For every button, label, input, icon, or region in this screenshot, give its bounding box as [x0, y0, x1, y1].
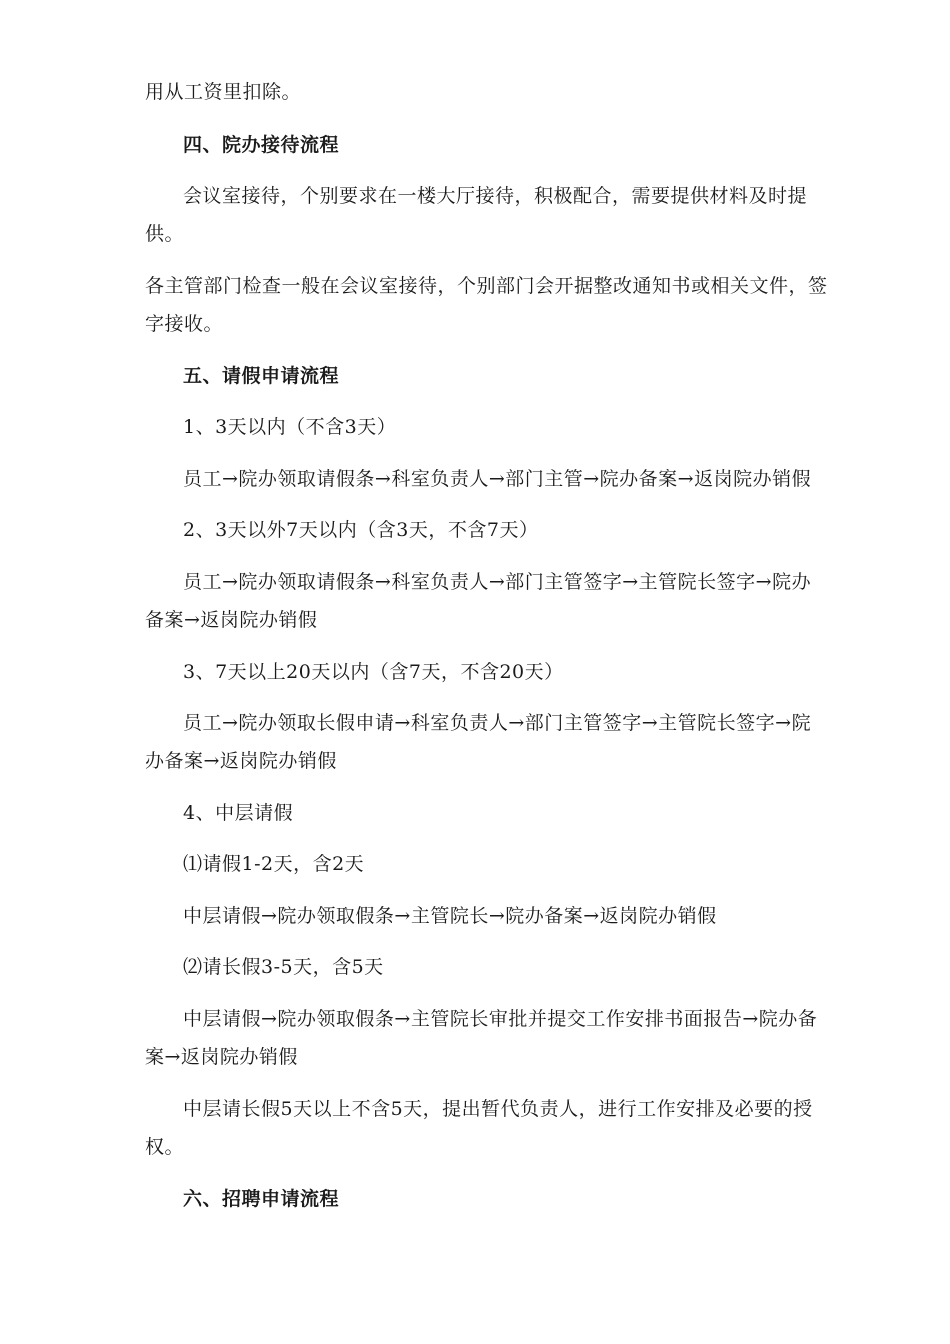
sub-item-heading: ⑵请长假3-5天，含5天 — [183, 956, 384, 978]
list-item-heading: 1、3天以内（不含3天） — [183, 416, 397, 438]
section-heading-reception: 四、院办接待流程 — [183, 134, 340, 156]
paragraph-line: 用从工资里扣除。 — [145, 81, 302, 103]
process-flow-line: 员工→院办领取请假条→科室负责人→部门主管签字→主管院长签字→院办 — [183, 571, 812, 593]
sub-item-heading: ⑴请假1-2天，含2天 — [183, 853, 365, 875]
section-heading-recruitment: 六、招聘申请流程 — [183, 1188, 340, 1210]
paragraph-line: 各主管部门检查一般在会议室接待，个别部门会开据整改通知书或相关文件，签 — [145, 275, 828, 297]
process-flow-line: 员工→院办领取请假条→科室负责人→部门主管→院办备案→返岗院办销假 — [183, 468, 812, 490]
process-flow-line: 案→返岗院办销假 — [145, 1046, 298, 1068]
process-flow-line: 中层请假→院办领取假条→主管院长审批并提交工作安排书面报告→院办备 — [183, 1008, 818, 1030]
process-flow-line: 备案→返岗院办销假 — [145, 609, 318, 631]
list-item-heading: 3、7天以上20天以内（含7天，不含20天） — [183, 661, 564, 683]
paragraph-line: 字接收。 — [145, 313, 224, 335]
paragraph-line: 中层请长假5天以上不含5天，提出暂代负责人，进行工作安排及必要的授 — [183, 1098, 813, 1120]
process-flow-line: 办备案→返岗院办销假 — [145, 750, 337, 772]
list-item-heading: 2、3天以外7天以内（含3天，不含7天） — [183, 519, 539, 541]
section-heading-leave: 五、请假申请流程 — [183, 365, 340, 387]
paragraph-line: 会议室接待，个别要求在一楼大厅接待，积极配合，需要提供材料及时提 — [183, 185, 808, 207]
list-item-heading: 4、中层请假 — [183, 802, 294, 824]
process-flow-line: 员工→院办领取长假申请→科室负责人→部门主管签字→主管院长签字→院 — [183, 712, 812, 734]
paragraph-line: 供。 — [145, 223, 185, 245]
process-flow-line: 中层请假→院办领取假条→主管院长→院办备案→返岗院办销假 — [183, 905, 717, 927]
paragraph-line: 权。 — [145, 1136, 185, 1158]
